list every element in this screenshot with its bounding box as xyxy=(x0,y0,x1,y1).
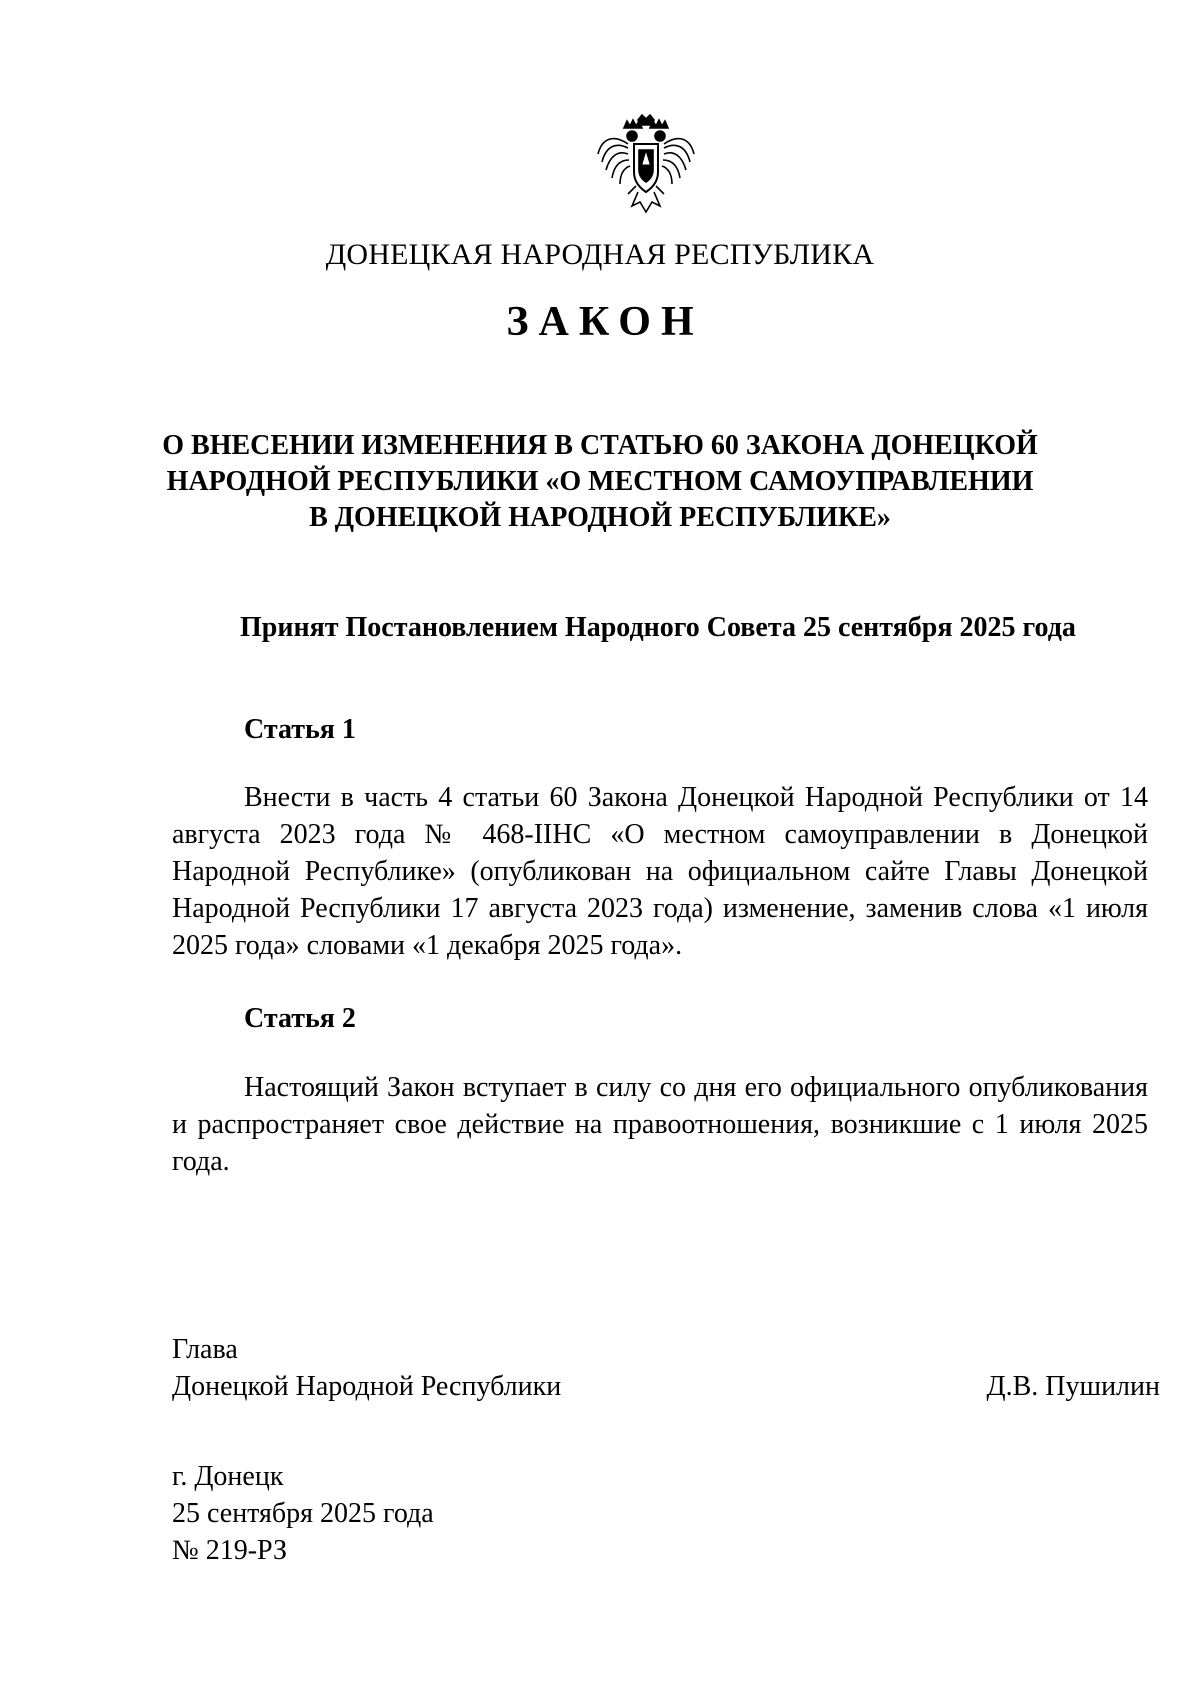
document-type: ЗАКОН xyxy=(506,299,704,345)
place-date-block xyxy=(172,1458,434,1569)
article-1-heading: Статья 1 xyxy=(244,714,356,745)
law-title-line: НАРОДНОЙ РЕСПУБЛИКИ «О МЕСТНОМ САМОУПРАВЛЕНИИ xyxy=(166,466,1034,497)
signing-date: 25 сентября 2025 года xyxy=(172,1498,434,1529)
signatory-name: Д.В. Пушилин xyxy=(986,1371,1160,1402)
article-1-text: Внести в часть 4 статьи 60 Закона Донецкой Народной Республики от 14 августа 2023 года № 468-IIНС «О местном самоуправлении в Донецкой Народной Республике» (опубликован на официальном сайте Главы Донецкой Народной Республики 17 августа 2023 года) изменение, заменив слова «1 июля 2025 года» словами «1 декабря 2025 года». xyxy=(172,782,1148,961)
republic-name: ДОНЕЦКАЯ НАРОДНАЯ РЕСПУБЛИКА xyxy=(325,238,875,271)
city: г. Донецк xyxy=(172,1461,284,1492)
law-number: № 219-РЗ xyxy=(172,1535,287,1566)
signatory-position: Глава xyxy=(172,1334,238,1365)
law-title xyxy=(150,428,1050,536)
law-title-line: В ДОНЕЦКОЙ НАРОДНОЙ РЕСПУБЛИКЕ» xyxy=(309,502,891,533)
signature-block xyxy=(172,1331,1160,1405)
adoption-note: Принят Постановлением Народного Совета 25 сентября 2025 года xyxy=(240,612,1076,643)
signature-row xyxy=(172,1368,1160,1405)
signatory-position-line2: Донецкой Народной Республики xyxy=(172,1371,562,1402)
coat-of-arms-icon xyxy=(594,114,698,220)
article-2-heading: Статья 2 xyxy=(244,1003,356,1034)
law-title-line: О ВНЕСЕНИИ ИЗМЕНЕНИЯ В СТАТЬЮ 60 ЗАКОНА ДОНЕЦКОЙ xyxy=(162,430,1038,461)
article-2-text: Настоящий Закон вступает в силу со дня его официального опубликования и распространяет свое действие на правоотношения, возникшие с 1 июля 2025 года. xyxy=(172,1072,1148,1177)
